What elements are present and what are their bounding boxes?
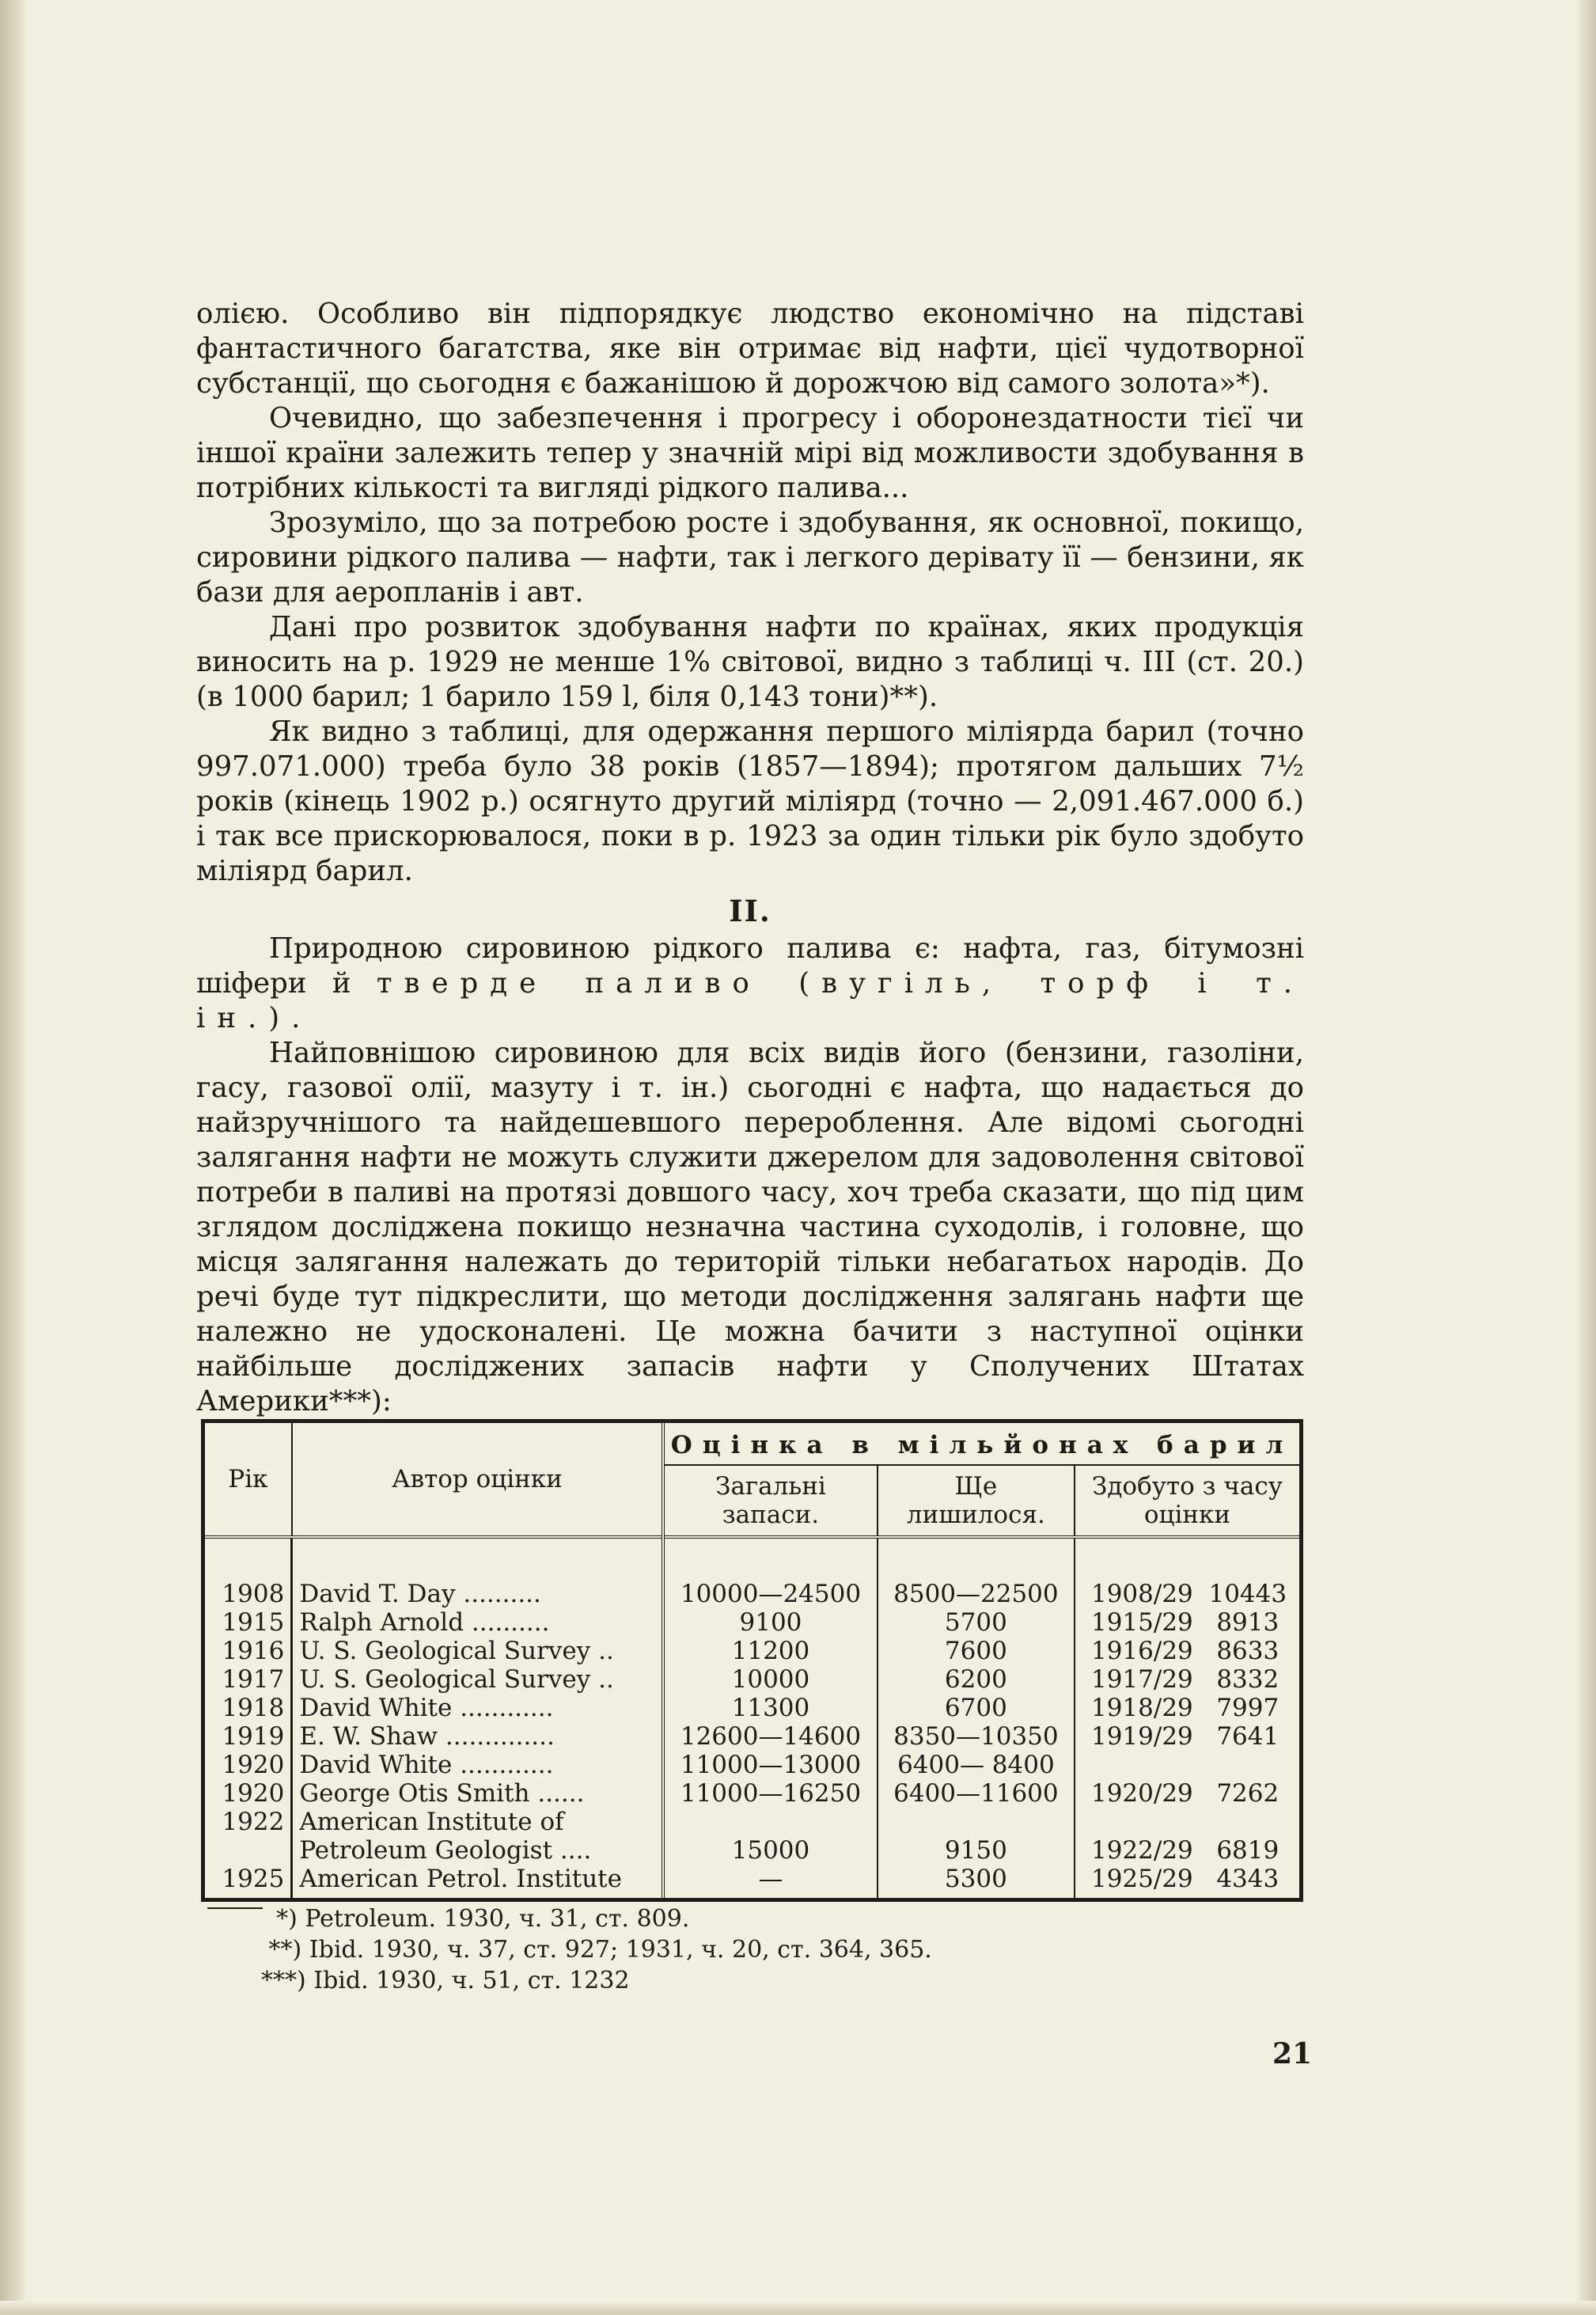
cell-extracted (1075, 1751, 1302, 1779)
header-extracted: Здобуто з часу оцінки (1075, 1465, 1302, 1537)
cell-year: 1915 (203, 1608, 292, 1637)
section-heading: II. (729, 894, 771, 928)
cell-year: 1920 (203, 1751, 292, 1779)
cell-remaining-value: 9150 (944, 1836, 1007, 1865)
cell-author: David T. Day .......... (292, 1580, 663, 1608)
cell-author: U. S. Geological Survey .. (292, 1637, 663, 1665)
page-bottom-edge (0, 2301, 1596, 2315)
table-row (203, 1694, 1302, 1722)
cell-remaining: 6200 (878, 1665, 1075, 1694)
cell-total (663, 1808, 878, 1865)
cell-author: David White ............ (292, 1694, 663, 1722)
cell-extracted: 1916/29 8633 (1090, 1637, 1279, 1665)
cell-extracted: 1917/29 8332 (1090, 1665, 1279, 1694)
table-row (203, 1751, 1302, 1779)
header-estimate-group: Оцінка в мільйонах барил (663, 1421, 1301, 1466)
page-number: 21 (1272, 2037, 1313, 2070)
cell-total: 11000—13000 (663, 1751, 878, 1779)
cell-total: 11000—16250 (663, 1779, 878, 1808)
cell-remaining: 5700 (878, 1608, 1075, 1637)
cell-extracted: 1920/29 7262 (1090, 1779, 1279, 1808)
cell-year: 1925 (203, 1865, 292, 1900)
cell-total: 11300 (663, 1694, 878, 1722)
page-right-edge (1575, 0, 1596, 2315)
header-author: Автор оцінки (292, 1421, 663, 1538)
body-text (196, 297, 1304, 1419)
paragraph-3: Зрозуміло, що за потребою росте і здобування, як основної, покищо, сировини рідкого палива — нафти, так і легкого дерівату її — бензини, як бази для аеропланів і авт. (196, 507, 1304, 609)
footnote-1: *) Petroleum. 1930, ч. 31, ст. 809. (261, 1905, 690, 1933)
cell-extracted: 1915/29 8913 (1090, 1608, 1279, 1637)
cell-total: 9100 (663, 1608, 878, 1637)
cell-remaining: 8500—22500 (878, 1580, 1075, 1608)
table-row (203, 1637, 1302, 1665)
paragraph-6 (196, 932, 1304, 1036)
footnotes (261, 1903, 932, 1996)
table-row (203, 1865, 1302, 1900)
cell-year: 1922 (203, 1808, 292, 1865)
paragraph-5: Як видно з таблиці, для одержання першого міліярда барил (точно 997.071.000) треба було 38 років (1857—1894); протягом дальших 7½ років (кінець 1902 р.) осягнуто другий міліярд (точно — 2,091.467.000 б.) і так все прискорювалося, поки в р. 1923 за один тільки рік було здобуто міліярд барил. (196, 715, 1304, 887)
cell-extracted: 1918/29 7997 (1090, 1694, 1279, 1722)
cell-extracted: 1908/29 10443 (1090, 1580, 1287, 1608)
cell-year: 1920 (203, 1779, 292, 1808)
cell-total: 11200 (663, 1637, 878, 1665)
cell-year: 1918 (203, 1694, 292, 1722)
cell-remaining: 6400— 8400 (878, 1751, 1075, 1779)
paragraph-2: Очевидно, що забезпечення і прогресу і оборонездатности тієї чи іншої країни залежить тепер у значній мірі від можливости здобування в потрібних кількості та вигляді рідкого палива... (196, 402, 1304, 504)
paragraph-6-spaced: тверде паливо (вугіль, торф і т. ін.). (196, 967, 1304, 1034)
cell-total: 10000—24500 (663, 1580, 878, 1608)
table-spacer-row (203, 1537, 1302, 1580)
cell-extracted (1075, 1808, 1302, 1865)
cell-year: 1916 (203, 1637, 292, 1665)
cell-remaining (878, 1808, 1075, 1865)
table-row (203, 1580, 1302, 1608)
cell-year: 1917 (203, 1665, 292, 1694)
paragraph-1: олією. Особливо він підпорядкує людство економічно на підставі фантастичного багатства, яке він отримає від нафти, цієї чудотворної субстанції, що сьогодня є бажанішою й дорожчою від самого золота»*). (196, 298, 1304, 400)
paragraph-7: Найповнішою сировиною для всіх видів його (бензини, газоліни, гасу, газової олії, мазуту і т. ін.) сьогодні є нафта, що надається до найзручнішого та найдешевшого перероблення. Але відомі сьогодні залягання нафти не можуть служити джерелом для задоволення світової потреби в паливі на протязі довшого часу, хоч треба сказати, що під цим зглядом досліджена покищо незначна частина суходолів, і головне, що місця залягання належать до територій тільки небагатьох народів. До речі буде тут підкреслити, що методи дослідження залягань нафти ще належно не удосконалені. Це можна бачити з наступної оцінки найбільше досліджених запасів нафти у Сполучених Штатах Америки***): (196, 1037, 1304, 1417)
cell-remaining: 6400—11600 (878, 1779, 1075, 1808)
cell-year: 1919 (203, 1722, 292, 1751)
cell-author: U. S. Geological Survey .. (292, 1665, 663, 1694)
cell-extracted-value: 1922/29 6819 (1090, 1836, 1279, 1865)
paragraph-4: Дані про розвиток здобування нафти по країнах, яких продукція виносить на р. 1929 не менше 1% світової, видно з таблиці ч. III (ст. 20.) (в 1000 барил; 1 барило 159 l, біля 0,143 тони)**). (196, 611, 1304, 713)
table-row (203, 1722, 1302, 1751)
footnote-3: ***) Ibid. 1930, ч. 51, ст. 1232 (261, 1967, 630, 1994)
table-row (203, 1808, 1302, 1865)
footnote-rule (207, 1907, 263, 1909)
oil-reserves-table (201, 1419, 1303, 1902)
cell-author: American Petrol. Institute (292, 1865, 663, 1900)
cell-year: 1908 (203, 1580, 292, 1608)
cell-extracted: 1919/29 7641 (1090, 1722, 1279, 1751)
cell-total: 10000 (663, 1665, 878, 1694)
cell-remaining: 8350—10350 (878, 1722, 1075, 1751)
cell-total-value: 15000 (731, 1836, 810, 1865)
table-row (203, 1608, 1302, 1637)
cell-author: George Otis Smith ...... (292, 1779, 663, 1808)
cell-remaining: 5300 (878, 1865, 1075, 1900)
cell-author: David White ............ (292, 1751, 663, 1779)
cell-author: Ralph Arnold .......... (292, 1608, 663, 1637)
cell-author: American Institute of Petroleum Geologist .... (292, 1808, 663, 1865)
cell-author: E. W. Shaw .............. (292, 1722, 663, 1751)
header-year: Рік (203, 1421, 292, 1538)
table-row (203, 1665, 1302, 1694)
cell-remaining: 6700 (878, 1694, 1075, 1722)
cell-total: — (663, 1865, 878, 1900)
paragraph-6-start: Природною сировиною рідкого палива є: нафта, газ, бітумозні шіфери й (196, 932, 1304, 1000)
footnote-2: **) Ibid. 1930, ч. 37, ст. 927; 1931, ч. 20, ст. 364, 365. (261, 1936, 932, 1964)
page-left-edge (0, 0, 27, 2315)
header-remaining: Ще лишилося. (878, 1465, 1075, 1537)
cell-total: 12600—14600 (663, 1722, 878, 1751)
table-row (203, 1779, 1302, 1808)
header-total: Загальні запаси. (663, 1465, 878, 1537)
cell-remaining: 7600 (878, 1637, 1075, 1665)
cell-extracted: 1925/29 4343 (1090, 1865, 1279, 1893)
